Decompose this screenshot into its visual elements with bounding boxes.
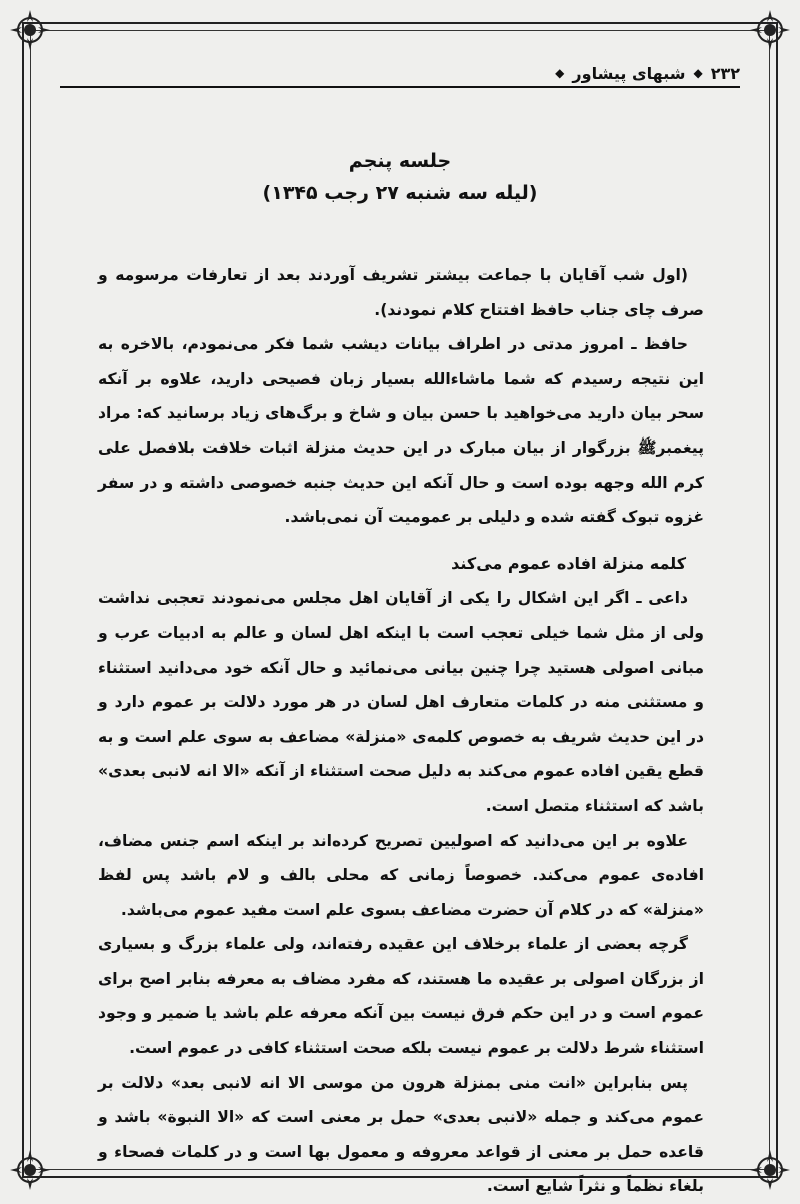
paragraph (98, 581, 704, 823)
paragraph (98, 327, 704, 535)
paragraph-text: (اول شب آقایان با جماعت بیشتر تشریف آوردند بعد از تعارفات مرسومه و صرف چای جناب حافظ افتتاح کلام نمودند). (98, 266, 704, 319)
page-body (98, 258, 704, 1204)
corner-ornament-icon (748, 1148, 792, 1192)
paragraph-text: علاوه بر این می‌دانید که اصولیین تصریح کرده‌اند بر اینکه اسم جنس مضاف، افاده‌ی عموم می‌کند. خصوصاً زمانی که محلی بالف و لام باشد پس لفظ «منزلة» که در کلام آن حضرت مضاعف بسوی علم است مفید عموم می‌باشد. (98, 831, 704, 919)
paragraph (98, 927, 704, 1065)
diamond-icon: ◆ (555, 66, 565, 80)
speaker-name: داعی (648, 589, 688, 608)
session-date: (لیله سه شنبه ۲۷ رجب ۱۳۴۵) (262, 182, 538, 204)
corner-ornament-icon (8, 8, 52, 52)
paragraph (98, 258, 704, 327)
paragraph-text: ـ امروز مدتی در اطراف بیانات دیشب شما فکر می‌نمودم، بالاخره به این نتیجه رسیدم که شما ماشاءالله بسیار زبان فصیحی دارید، علاوه بر آنکه سحر بیان دارید می‌خواهید با حسن بیان و شاخ و برگ‌های زیاد برسانید که: مراد پیغمبرﷺ بزرگوار از بیان مبارک در این حدیث منزلة اثبات خلافت بلافصل علی کرم الله وجهه بوده است و حال آنکه این حدیث جنبه خصوصی داشته و در سفر غزوه تبوک گفته شده و دلیلی بر عمومیت آن نمی‌باشد. (98, 335, 704, 527)
running-head (60, 60, 740, 88)
paragraph-text: گرچه بعضی از علماء برخلاف این عقیده رفته‌اند، ولی علماء بزرگ و بسیاری از بزرگان اصولی بر عقیده ما هستند، که مفرد مضاف به معرفه بنابر اصح برای عموم است و در این حکم فرق نیست بین آنکه معرفه علم باشد یا ضمیر و وجود استثناء شرط دلالت بر عموم نیست بلکه صحت استثناء کافی در عموم است. (98, 935, 704, 1058)
paragraph (98, 824, 704, 928)
diamond-icon: ◆ (693, 66, 703, 80)
page-number: ۲۳۲ (710, 63, 740, 83)
section-heading: کلمه منزلة افاده عموم می‌کند (451, 553, 686, 573)
book-title: شبهای پیشاور (572, 63, 686, 83)
paragraph-text: پس بنابراین «انت منی بمنزلة هرون من موسی الا انه لانبی بعد» دلالت بر عموم می‌کند و جمله «لانبی بعدی» حمل بر معنی است که «الا النبوة» باشد و قاعده حمل بر معنی از قواعد معروفه و معمول بها است و در کلمات فصحاء و بلغاء نظماً و نثراً شایع است. (98, 1073, 704, 1196)
session-title: جلسه پنجم (348, 150, 452, 172)
corner-ornament-icon (8, 1148, 52, 1192)
corner-ornament-icon (748, 8, 792, 52)
speaker-name: حافظ (643, 335, 688, 354)
paragraph-text: ـ اگر این اشکال را یکی از آقایان اهل مجلس می‌نمودند تعجبی نداشت ولی از مثل شما خیلی تعجب است با اینکه اهل لسان و عالم به ادبیات عرب و مبانی اصولی هستید چرا چنین بیانی می‌نمائید و حال آنکه خود می‌دانید استثناء و مستثنی منه در کلمات متعارف اهل لسان در هر مورد دلالت بر عموم دارد و در این حدیث شریف به خصوص کلمه‌ی «منزلة» مضاعف به سوی علم است و به قطع یقین افاده عموم می‌کند به دلیل صحت استثناء از آنکه «الا انه لانبی بعدی» باشد که استثناء متصل است. (98, 589, 704, 815)
paragraph (98, 1066, 704, 1204)
